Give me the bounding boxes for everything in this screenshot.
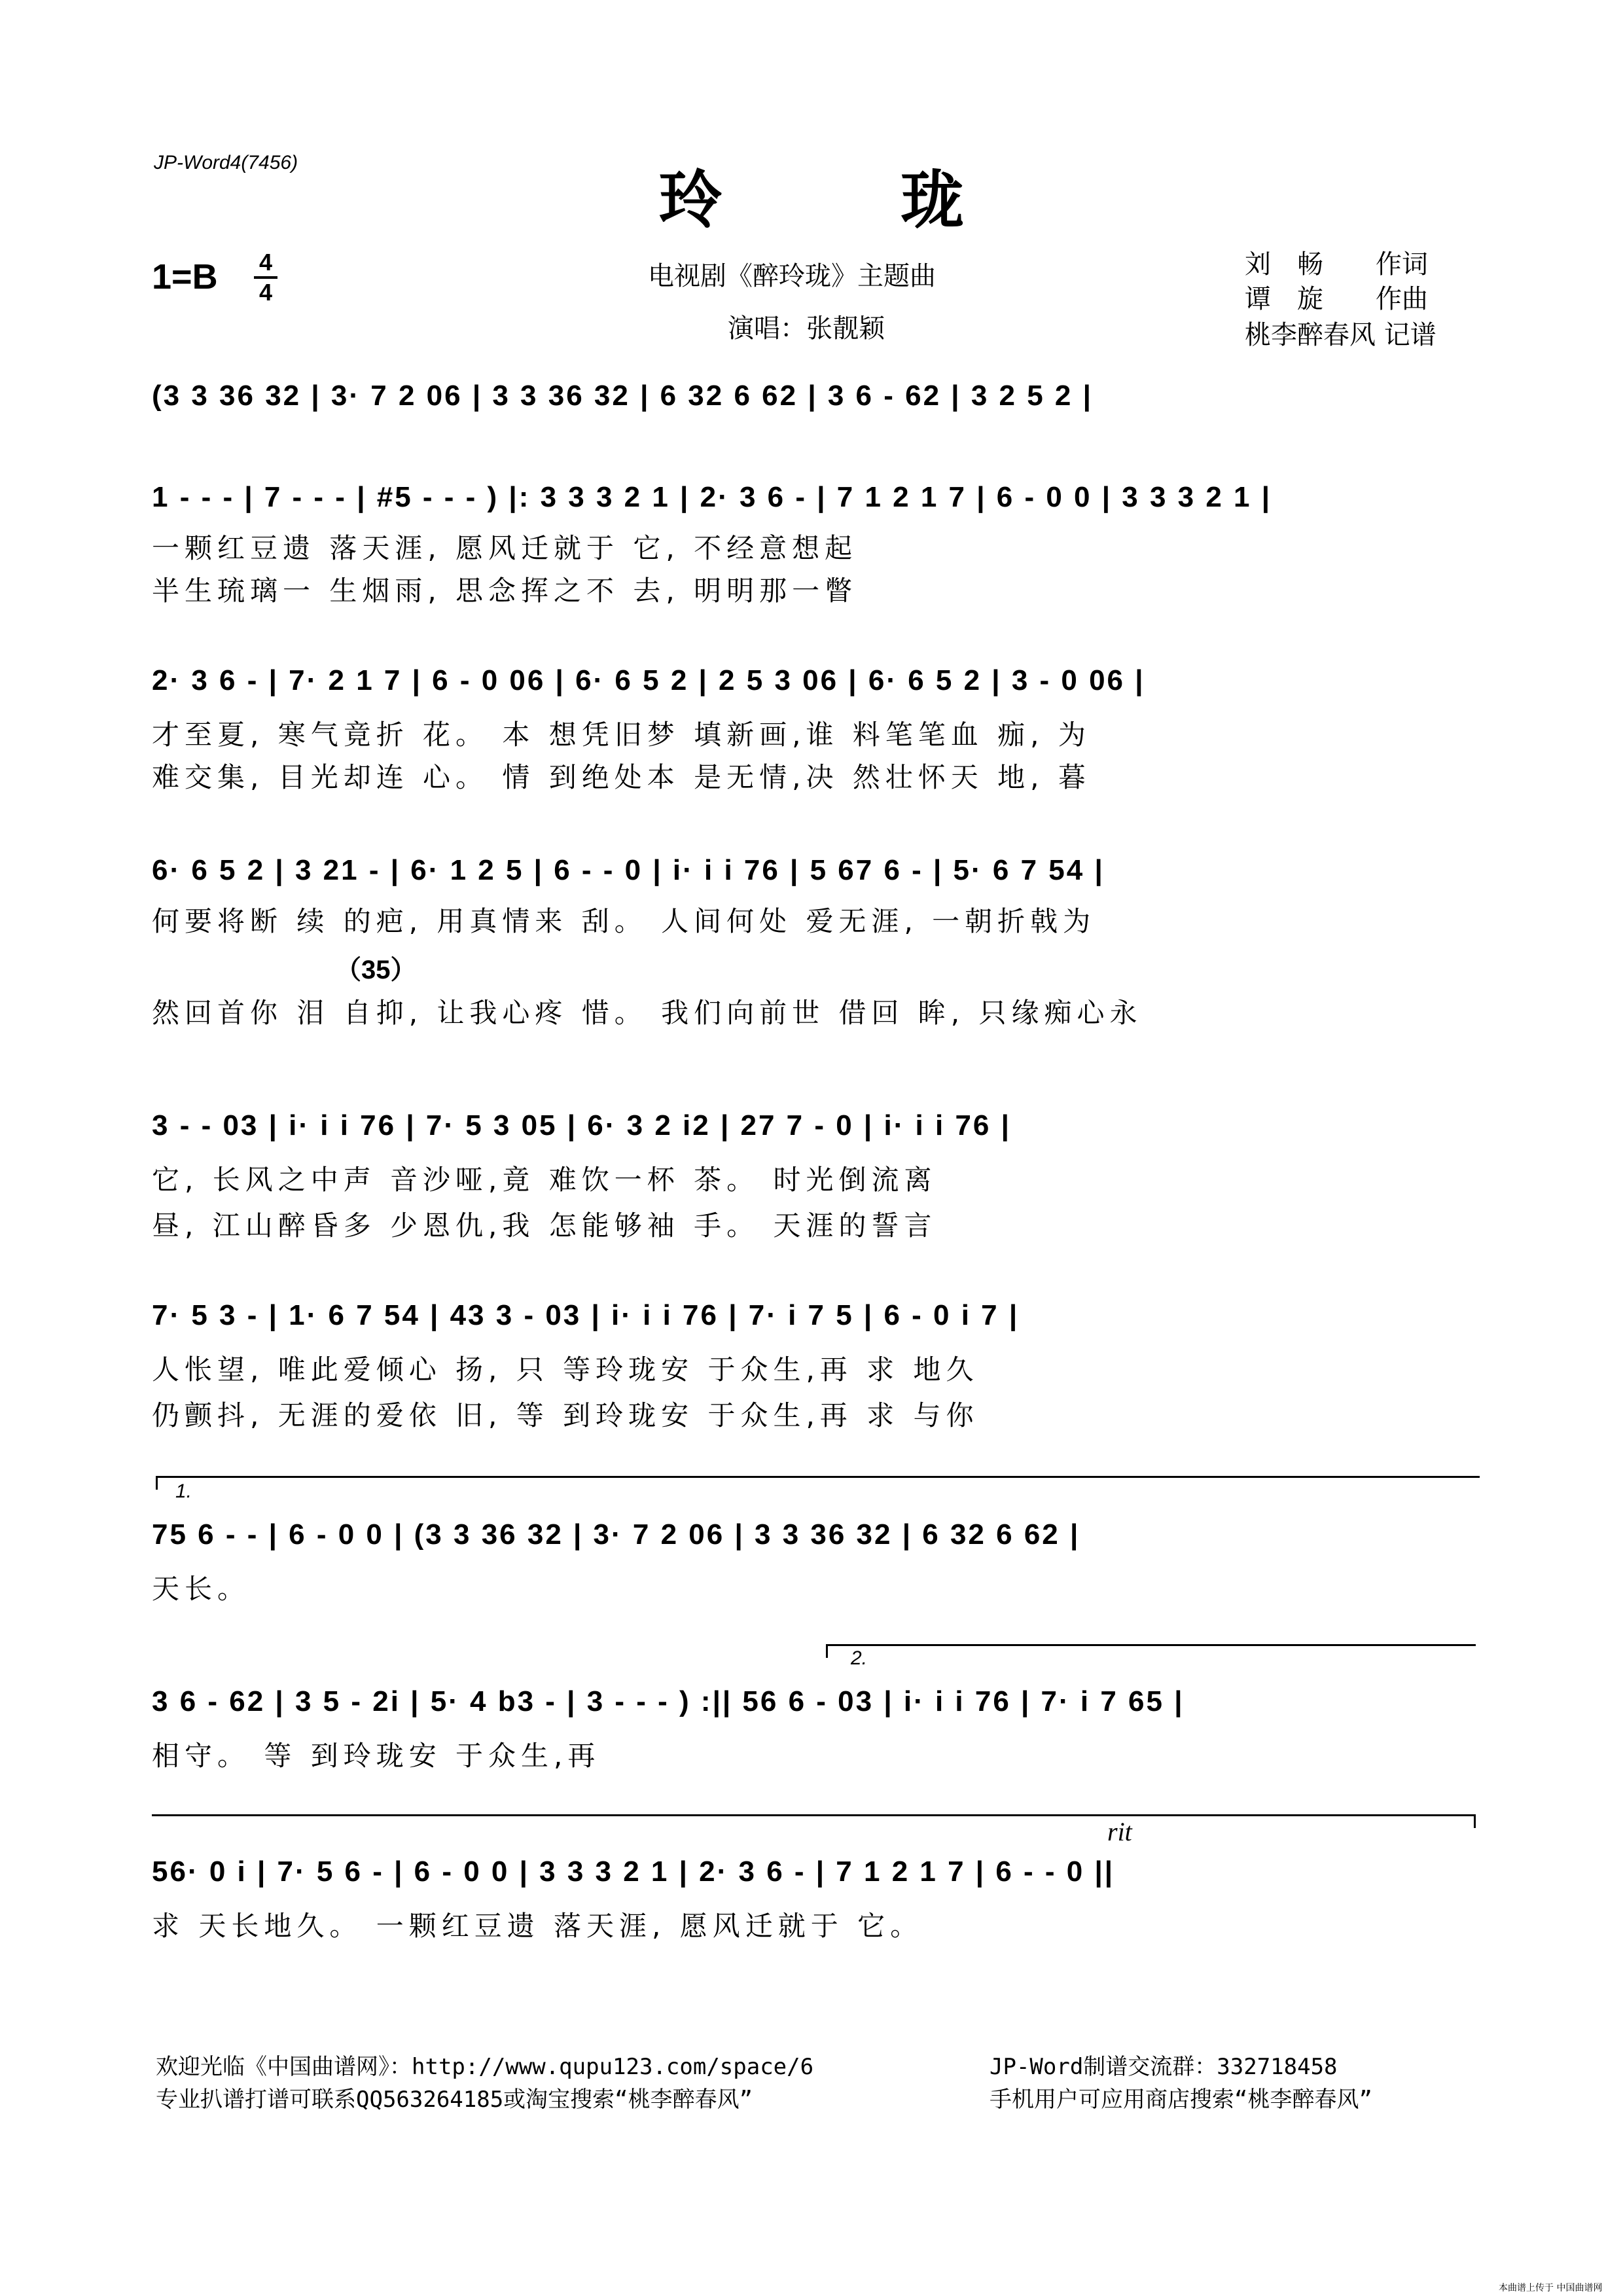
music-line-9: 56· 0 i | 7· 5 6 - | 6 - 0 0 | 3 3 3 2 1 | 2· 3 6 - | 7 1 2 1 7 | 6 - - 0 || bbox=[152, 1856, 1115, 1888]
footer-app: 手机用户可应用商店搜索“桃李醉春风” bbox=[990, 2087, 1372, 2113]
corner-watermark: 本曲谱上传于 中国曲谱网 bbox=[1499, 2283, 1603, 2293]
music-line-4: 6· 6 5 2 | 3 21 - | 6· 1 2 5 | 6 - - 0 | i· i i 76 | 5 67 6 - | 5· 6 7 54 | bbox=[152, 854, 1105, 886]
song-title: 玲 珑 bbox=[659, 164, 1043, 237]
time-signature-top: 4 bbox=[259, 249, 273, 276]
footer-group: JP-Word制谱交流群：332718458 bbox=[990, 2054, 1338, 2080]
second-ending-label: 2. bbox=[851, 1647, 868, 1669]
first-ending-label: 1. bbox=[175, 1480, 192, 1502]
credit-transcriber bbox=[1245, 314, 1507, 351]
music-line-7: 75 6 - - | 6 - 0 0 | (3 3 36 32 | 3· 7 2 06 | 3 3 36 32 | 6 32 6 62 | bbox=[152, 1518, 1080, 1551]
credit-name: 刘畅 bbox=[1245, 249, 1349, 279]
lyric-line-9: 求 天长地久。 一颗红豆遗 落天涯, 愿风迁就于 它。 bbox=[152, 1910, 923, 1942]
time-signature-bottom: 4 bbox=[259, 279, 273, 306]
lyric-line-4-verse-2: 然回首你 泪 自抑, 让我心疼 惜。 我们向前世 借回 眸, 只缘痴心永 bbox=[152, 997, 1143, 1029]
lyric-line-3-verse-2: 难交集, 目光却连 心。 情 到绝处本 是无情,决 然壮怀天 地, 暮 bbox=[152, 761, 1091, 793]
music-line-3: 2· 3 6 - | 7· 2 1 7 | 6 - 0 06 | 6· 6 5 2 | 2 5 3 06 | 6· 6 5 2 | 3 - 0 06 | bbox=[152, 664, 1145, 696]
music-line-2: 1 - - - | 7 - - - | #5 - - - ) |: 3 3 3 2 1 | 2· 3 6 - | 7 1 2 1 7 | 6 - 0 0 | 3 3 3 2 1 | bbox=[152, 481, 1272, 513]
tempo-marking: rit bbox=[1107, 1817, 1132, 1846]
credit-lyricist bbox=[1245, 243, 1467, 281]
music-line-6: 7· 5 3 - | 1· 6 7 54 | 43 3 - 03 | i· i i 76 | 7· i 7 5 | 6 - 0 i 7 | bbox=[152, 1299, 1020, 1331]
lyric-line-8: 相守。 等 到玲珑安 于众生,再 bbox=[152, 1740, 601, 1772]
credit-role: 作词 bbox=[1376, 249, 1428, 279]
lyric-line-2-verse-2: 半生琉璃一 生烟雨, 思念挥之不 去, 明明那一瞥 bbox=[152, 575, 858, 607]
credit-role: 作曲 bbox=[1376, 284, 1428, 314]
lyric-line-6-verse-2: 仍颤抖, 无涯的爱依 旧, 等 到玲珑安 于众生,再 求 与你 bbox=[152, 1399, 979, 1431]
ending-bracket bbox=[152, 1814, 1476, 1828]
singer: 演唱：张靓颖 bbox=[728, 314, 885, 344]
credit-name: 谭旋 bbox=[1245, 284, 1349, 314]
footer-contact: 专业扒谱打谱可联系QQ563264185或淘宝搜索“桃李醉春风” bbox=[156, 2087, 753, 2113]
lyric-line-3-verse-1: 才至夏, 寒气竟折 花。 本 想凭旧梦 填新画,谁 料笔笔血 痂, 为 bbox=[152, 719, 1091, 751]
alternate-note: （35） bbox=[335, 956, 417, 984]
lyric-line-2-verse-1: 一颗红豆遗 落天涯, 愿风迁就于 它, 不经意想起 bbox=[152, 532, 858, 564]
music-line-5: 3 - - 03 | i· i i 76 | 7· 5 3 05 | 6· 3 2 i2 | 27 7 - 0 | i· i i 76 | bbox=[152, 1109, 1011, 1141]
footer-website: 欢迎光临《中国曲谱网》：http://www.qupu123.com/space/6 bbox=[156, 2054, 814, 2080]
lyric-line-4-verse-1: 何要将断 续 的疤, 用真情来 刮。 人间何处 爱无涯, 一朝折戟为 bbox=[152, 905, 1096, 937]
credit-composer bbox=[1245, 278, 1467, 315]
subtitle: 电视剧《醉玲珑》主题曲 bbox=[648, 261, 936, 291]
music-line-1: (3 3 36 32 | 3· 7 2 06 | 3 3 36 32 | 6 32 6 62 | 3 6 - 62 | 3 2 5 2 | bbox=[152, 380, 1093, 412]
lyric-line-5-verse-1: 它, 长风之中声 音沙哑,竟 难饮一杯 茶。 时光倒流离 bbox=[152, 1164, 937, 1196]
credit-role: 记谱 bbox=[1383, 320, 1436, 350]
lyric-line-6-verse-1: 人怅望, 唯此爱倾心 扬, 只 等玲珑安 于众生,再 求 地久 bbox=[152, 1354, 979, 1386]
music-line-8: 3 6 - 62 | 3 5 - 2i | 5· 4 b3 - | 3 - - - ) :|| 56 6 - 03 | i· i i 76 | 7· i 7 65 | bbox=[152, 1685, 1185, 1717]
lyric-line-5-verse-2: 昼, 江山醉昏多 少恩仇,我 怎能够袖 手。 天涯的誓言 bbox=[152, 1210, 937, 1242]
lyric-line-7: 天长。 bbox=[152, 1573, 251, 1605]
credit-name: 桃李醉春风 bbox=[1245, 320, 1376, 350]
first-ending-bracket bbox=[156, 1476, 1480, 1490]
time-signature bbox=[254, 250, 277, 305]
version-label: JP-Word4(7456) bbox=[154, 152, 298, 173]
second-ending-bracket bbox=[826, 1644, 1476, 1658]
key-signature: 1=B bbox=[152, 257, 218, 296]
